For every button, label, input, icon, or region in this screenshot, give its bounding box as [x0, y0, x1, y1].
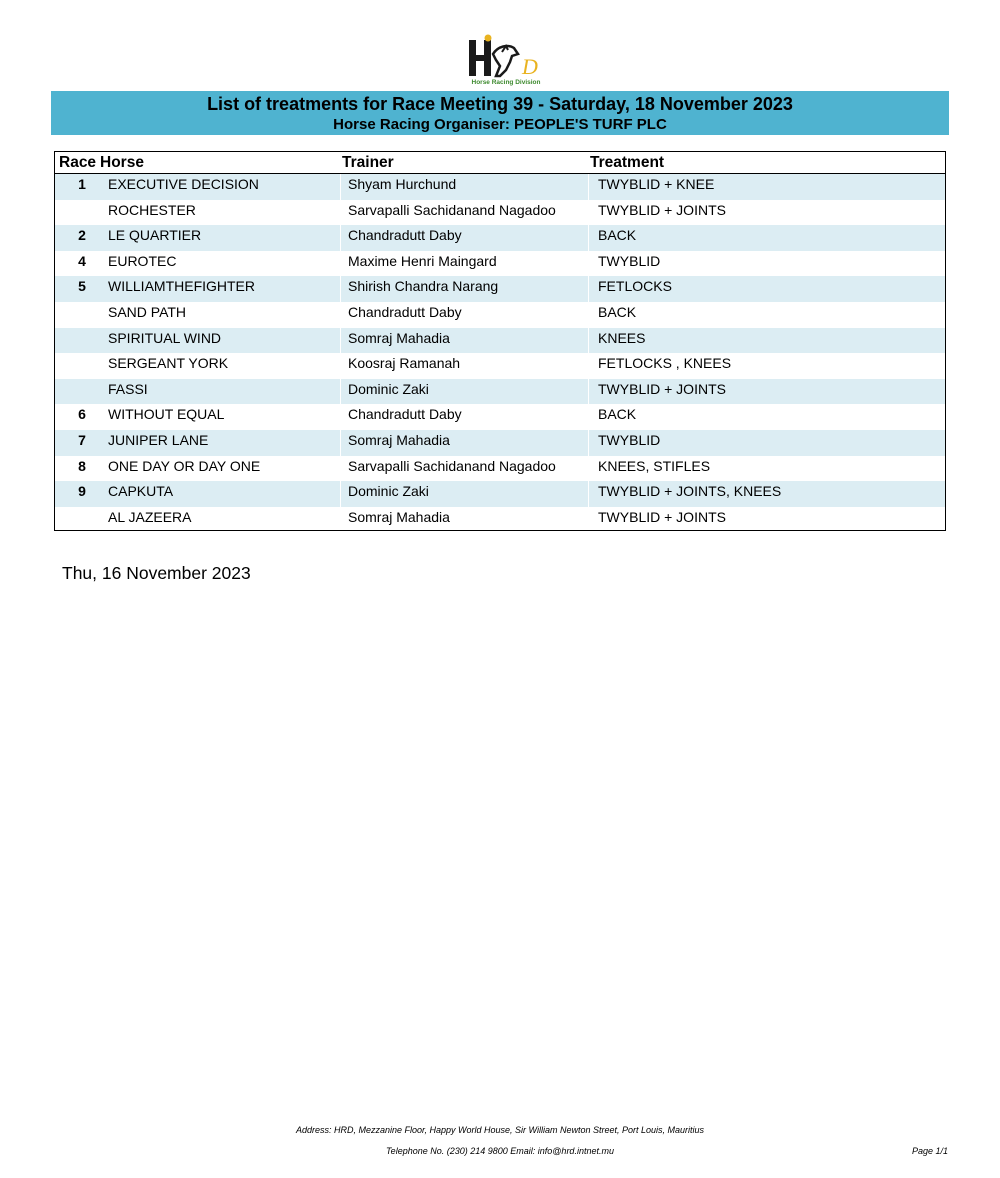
- treatment-cell: TWYBLID + JOINTS: [598, 380, 726, 397]
- horse-cell: SERGEANT YORK: [108, 355, 229, 372]
- logo-d-letter: D: [522, 54, 538, 79]
- race-cell: 4: [78, 252, 86, 269]
- page-number: Page 1/1: [911, 1146, 948, 1156]
- title-banner: [51, 91, 949, 135]
- table-row: [55, 481, 945, 507]
- footer-address: Address: HRD, Mezzanine Floor, Happy World House, Sir William Newton Street, Port Louis, Mauritius: [295, 1125, 705, 1135]
- horse-cell: SPIRITUAL WIND: [108, 329, 222, 346]
- table-body: [55, 174, 945, 532]
- table-header: [55, 152, 945, 174]
- trainer-cell: Dominic Zaki: [348, 380, 429, 397]
- trainer-cell: Dominic Zaki: [348, 483, 429, 500]
- treatment-cell: BACK: [598, 303, 637, 320]
- horse-cell: WILLIAMTHEFIGHTER: [108, 278, 256, 295]
- trainer-cell: Sarvapalli Sachidanand Nagadoo: [348, 201, 556, 218]
- header-race: Race: [59, 154, 97, 171]
- table-row: [55, 276, 945, 302]
- column-divider: [588, 174, 589, 530]
- table-row: [55, 328, 945, 354]
- race-cell: 7: [78, 431, 86, 448]
- horse-cell: CAPKUTA: [108, 483, 174, 500]
- trainer-cell: Koosraj Ramanah: [348, 355, 461, 372]
- trainer-cell: Somraj Mahadia: [348, 431, 450, 448]
- race-cell: [55, 328, 109, 354]
- treatment-cell: TWYBLID + JOINTS: [598, 201, 726, 218]
- table-row: [55, 251, 945, 277]
- race-cell: 8: [78, 457, 86, 474]
- footer-phone: Telephone No. (230) 214 9800 Email: info@hrd.intnet.mu: [386, 1146, 614, 1156]
- horse-cell: WITHOUT EQUAL: [108, 406, 225, 423]
- horse-cell: EUROTEC: [108, 252, 177, 269]
- horse-cell: LE QUARTIER: [108, 227, 202, 244]
- trainer-cell: Somraj Mahadia: [348, 508, 450, 525]
- trainer-cell: Maxime Henri Maingard: [348, 252, 497, 269]
- treatment-cell: KNEES: [598, 329, 646, 346]
- header-horse: Horse: [100, 154, 144, 171]
- race-cell: [55, 200, 109, 226]
- table-row: [55, 353, 945, 379]
- header-trainer: Trainer: [342, 154, 394, 171]
- race-cell: [55, 507, 109, 533]
- race-cell: 5: [78, 278, 86, 295]
- table-row: [55, 302, 945, 328]
- race-cell: 6: [78, 406, 86, 423]
- horse-cell: AL JAZEERA: [108, 508, 192, 525]
- column-divider: [340, 174, 341, 530]
- horse-cell: ROCHESTER: [108, 201, 196, 218]
- page-title: List of treatments for Race Meeting 39 - Saturday, 18 November 2023: [207, 94, 793, 114]
- trainer-cell: Chandradutt Daby: [348, 227, 462, 244]
- race-cell: 2: [78, 227, 86, 244]
- table-row: [55, 225, 945, 251]
- horse-cell: JUNIPER LANE: [108, 431, 209, 448]
- trainer-cell: Sarvapalli Sachidanand Nagadoo: [348, 457, 556, 474]
- treatment-cell: BACK: [598, 227, 637, 244]
- treatment-cell: TWYBLID: [598, 252, 661, 269]
- horse-cell: ONE DAY OR DAY ONE: [108, 457, 261, 474]
- trainer-cell: Chandradutt Daby: [348, 406, 462, 423]
- horse-cell: EXECUTIVE DECISION: [108, 176, 259, 192]
- table-row: [55, 456, 945, 482]
- race-cell: 1: [78, 176, 86, 192]
- trainer-cell: Chandradutt Daby: [348, 303, 462, 320]
- race-cell: [55, 379, 109, 405]
- header-treatment: Treatment: [590, 154, 665, 171]
- trainer-cell: Shyam Hurchund: [348, 176, 457, 192]
- treatment-cell: TWYBLID + KNEE: [598, 176, 715, 192]
- horse-cell: SAND PATH: [108, 303, 187, 320]
- table-row: [55, 507, 945, 533]
- horse-cell: FASSI: [108, 380, 148, 397]
- table-row: [55, 174, 945, 200]
- race-cell: [55, 353, 109, 379]
- treatment-cell: KNEES, STIFLES: [598, 457, 711, 474]
- treatment-cell: FETLOCKS: [598, 278, 672, 295]
- treatment-cell: TWYBLID + JOINTS: [598, 508, 726, 525]
- table-row: [55, 200, 945, 226]
- page-subtitle: Horse Racing Organiser: PEOPLE'S TURF PLC: [333, 116, 667, 133]
- treatment-cell: BACK: [598, 406, 637, 423]
- treatments-table: [54, 151, 946, 531]
- race-cell: 9: [78, 483, 86, 500]
- table-row: [55, 404, 945, 430]
- table-row: [55, 379, 945, 405]
- treatment-cell: TWYBLID: [598, 431, 661, 448]
- treatment-cell: FETLOCKS , KNEES: [598, 355, 732, 372]
- print-date: Thu, 16 November 2023: [62, 563, 251, 583]
- race-cell: [55, 302, 109, 328]
- trainer-cell: Somraj Mahadia: [348, 329, 450, 346]
- trainer-cell: Shirish Chandra Narang: [348, 278, 499, 295]
- logo-caption: Horse Racing Division: [471, 79, 541, 86]
- table-row: [55, 430, 945, 456]
- treatment-cell: TWYBLID + JOINTS, KNEES: [598, 483, 782, 500]
